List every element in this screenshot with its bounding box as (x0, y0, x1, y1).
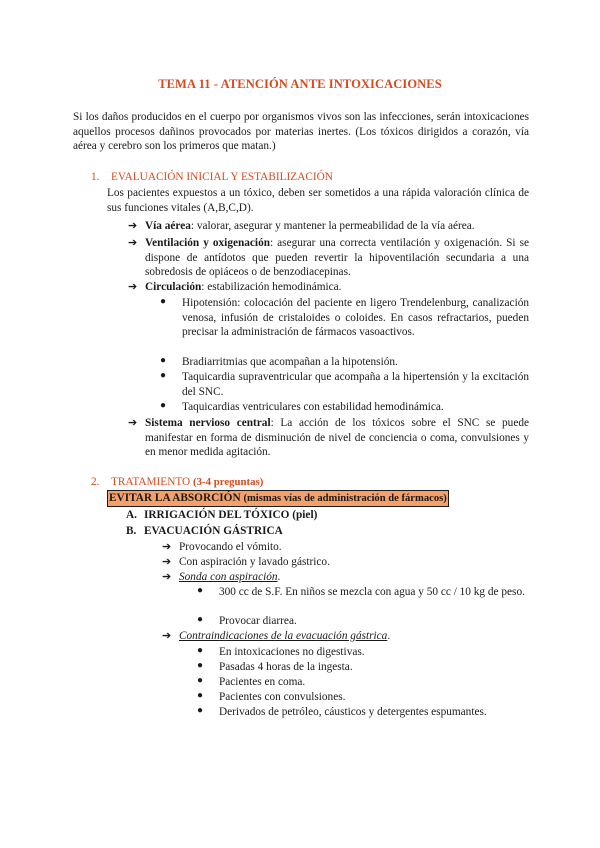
list-item: ● Taquicardias ventriculares con estabilidad hemodinámica. (160, 400, 444, 413)
arrow-icon: ➔ (162, 571, 172, 583)
bullet-icon: ● (160, 355, 167, 366)
arrow-icon: ➔ (128, 237, 138, 249)
bullet-icon: ● (160, 296, 167, 307)
item-text: : La acción de los tóxicos sobre el SNC se puede manifestar en forma de disminución de nivel de conciencia o coma, convulsiones y en menor medida agitación. (145, 417, 530, 459)
section-1-title: EVALUACIÓN INICIAL Y ESTABILIZACIÓN (111, 171, 333, 183)
bullet-icon: ● (197, 660, 204, 671)
item-label: Ventilación y oxigenación (145, 237, 270, 249)
arrow-icon: ➔ (128, 417, 138, 429)
bullet-icon: ● (197, 645, 204, 656)
highlight-box (107, 490, 449, 507)
bullet-icon: ● (197, 705, 204, 716)
item-ventilacion (128, 236, 529, 280)
list-item: ● En intoxicaciones no digestivas. (197, 645, 365, 658)
section-1-heading (91, 170, 333, 185)
section-1-number: 1. (91, 171, 100, 183)
bullet-icon: ● (197, 690, 204, 701)
arrow-icon: ➔ (162, 556, 172, 568)
bullet-icon: ● (160, 370, 167, 381)
item-text: : valorar, asegurar y mantener la permeabilidad de la vía aérea. (190, 220, 475, 232)
section-1-intro: Los pacientes expuestos a un tóxico, deben ser sometidos a una rápida valoración clínica de sus funciones vitales (A,B,C,D). (107, 187, 529, 214)
intro-paragraph: Si los daños producidos en el cuerpo por organismos vivos son las infecciones, serán intoxicaciones aquellos procesos dañinos provocados por materias inertes. (Los tóxicos dirigidos a corazón, vía aérea y cerebro son los primeros que matan.) (73, 111, 529, 153)
list-item: ● Provocar diarrea. (197, 614, 297, 627)
highlight-note: (mismas vías de administración de fármacos) (243, 493, 447, 504)
page-title: TEMA 11 - ATENCIÓN ANTE INTOXICACIONES (158, 77, 442, 91)
item-text: : asegurar una correcta ventilación y oxigenación. Si se dispone de antídotos que pueden revertir la hipoventilación secundaria a una sobredosis de opiáceos o de benzodiacepinas. (145, 237, 529, 279)
subsection-a: A. IRRIGACIÓN DEL TÓXICO (piel) (126, 509, 318, 521)
bullet-icon: ● (197, 614, 204, 625)
arrow-icon: ➔ (162, 541, 172, 553)
bullet-icon: ● (160, 400, 167, 411)
arrow-icon: ➔ (128, 281, 138, 293)
item-contraindicaciones: ➔ Contraindicaciones de la evacuación gástrica. (162, 630, 391, 642)
list-item: ● Derivados de petróleo, cáusticos y detergentes espumantes. (197, 705, 487, 718)
list-item: ➔ Provocando el vómito. (162, 541, 282, 553)
list-item: ● Hipotensión: colocación del paciente en ligero Trendelenburg, canalización venosa, infusión de cristaloides o coloides. En casos refractarios, pueden precisar la administración de fármacos vasoactivos. (160, 296, 529, 339)
list-item: ● Bradiarritmias que acompañan a la hipotensión. (160, 355, 398, 368)
item-label: Circulación (145, 281, 202, 293)
section-2-heading (91, 475, 263, 490)
item-label: Vía aérea (145, 220, 191, 232)
section-2-number: 2. (91, 476, 100, 488)
item-snc (128, 416, 529, 460)
item-text: : estabilización hemodinámica. (201, 281, 342, 293)
list-item: ● Pacientes en coma. (197, 675, 306, 688)
subsection-b: B. EVACUACIÓN GÁSTRICA (126, 525, 283, 537)
item-via-aerea (128, 219, 529, 234)
item-circulacion (128, 280, 529, 295)
highlight-title: EVITAR LA ABSORCIÓN (109, 492, 241, 504)
section-2-note: (3-4 preguntas) (193, 476, 264, 488)
item-sonda: ➔ Sonda con aspiración. (162, 571, 281, 583)
list-item: ● Taquicardia supraventricular que acompaña a la hipertensión y la excitación del SNC. (160, 370, 529, 398)
arrow-icon: ➔ (128, 220, 138, 232)
section-2-title: TRATAMIENTO (111, 476, 191, 488)
list-item: ● 300 cc de S.F. En niños se mezcla con agua y 50 cc / 10 kg de peso. (197, 585, 525, 598)
list-item: ➔ Con aspiración y lavado gástrico. (162, 556, 330, 568)
list-item: ● Pasadas 4 horas de la ingesta. (197, 660, 353, 673)
item-label: Sistema nervioso central (145, 417, 271, 429)
bullet-icon: ● (197, 675, 204, 686)
list-item: ● Pacientes con convulsiones. (197, 690, 346, 703)
bullet-icon: ● (197, 585, 204, 596)
arrow-icon: ➔ (162, 630, 172, 642)
